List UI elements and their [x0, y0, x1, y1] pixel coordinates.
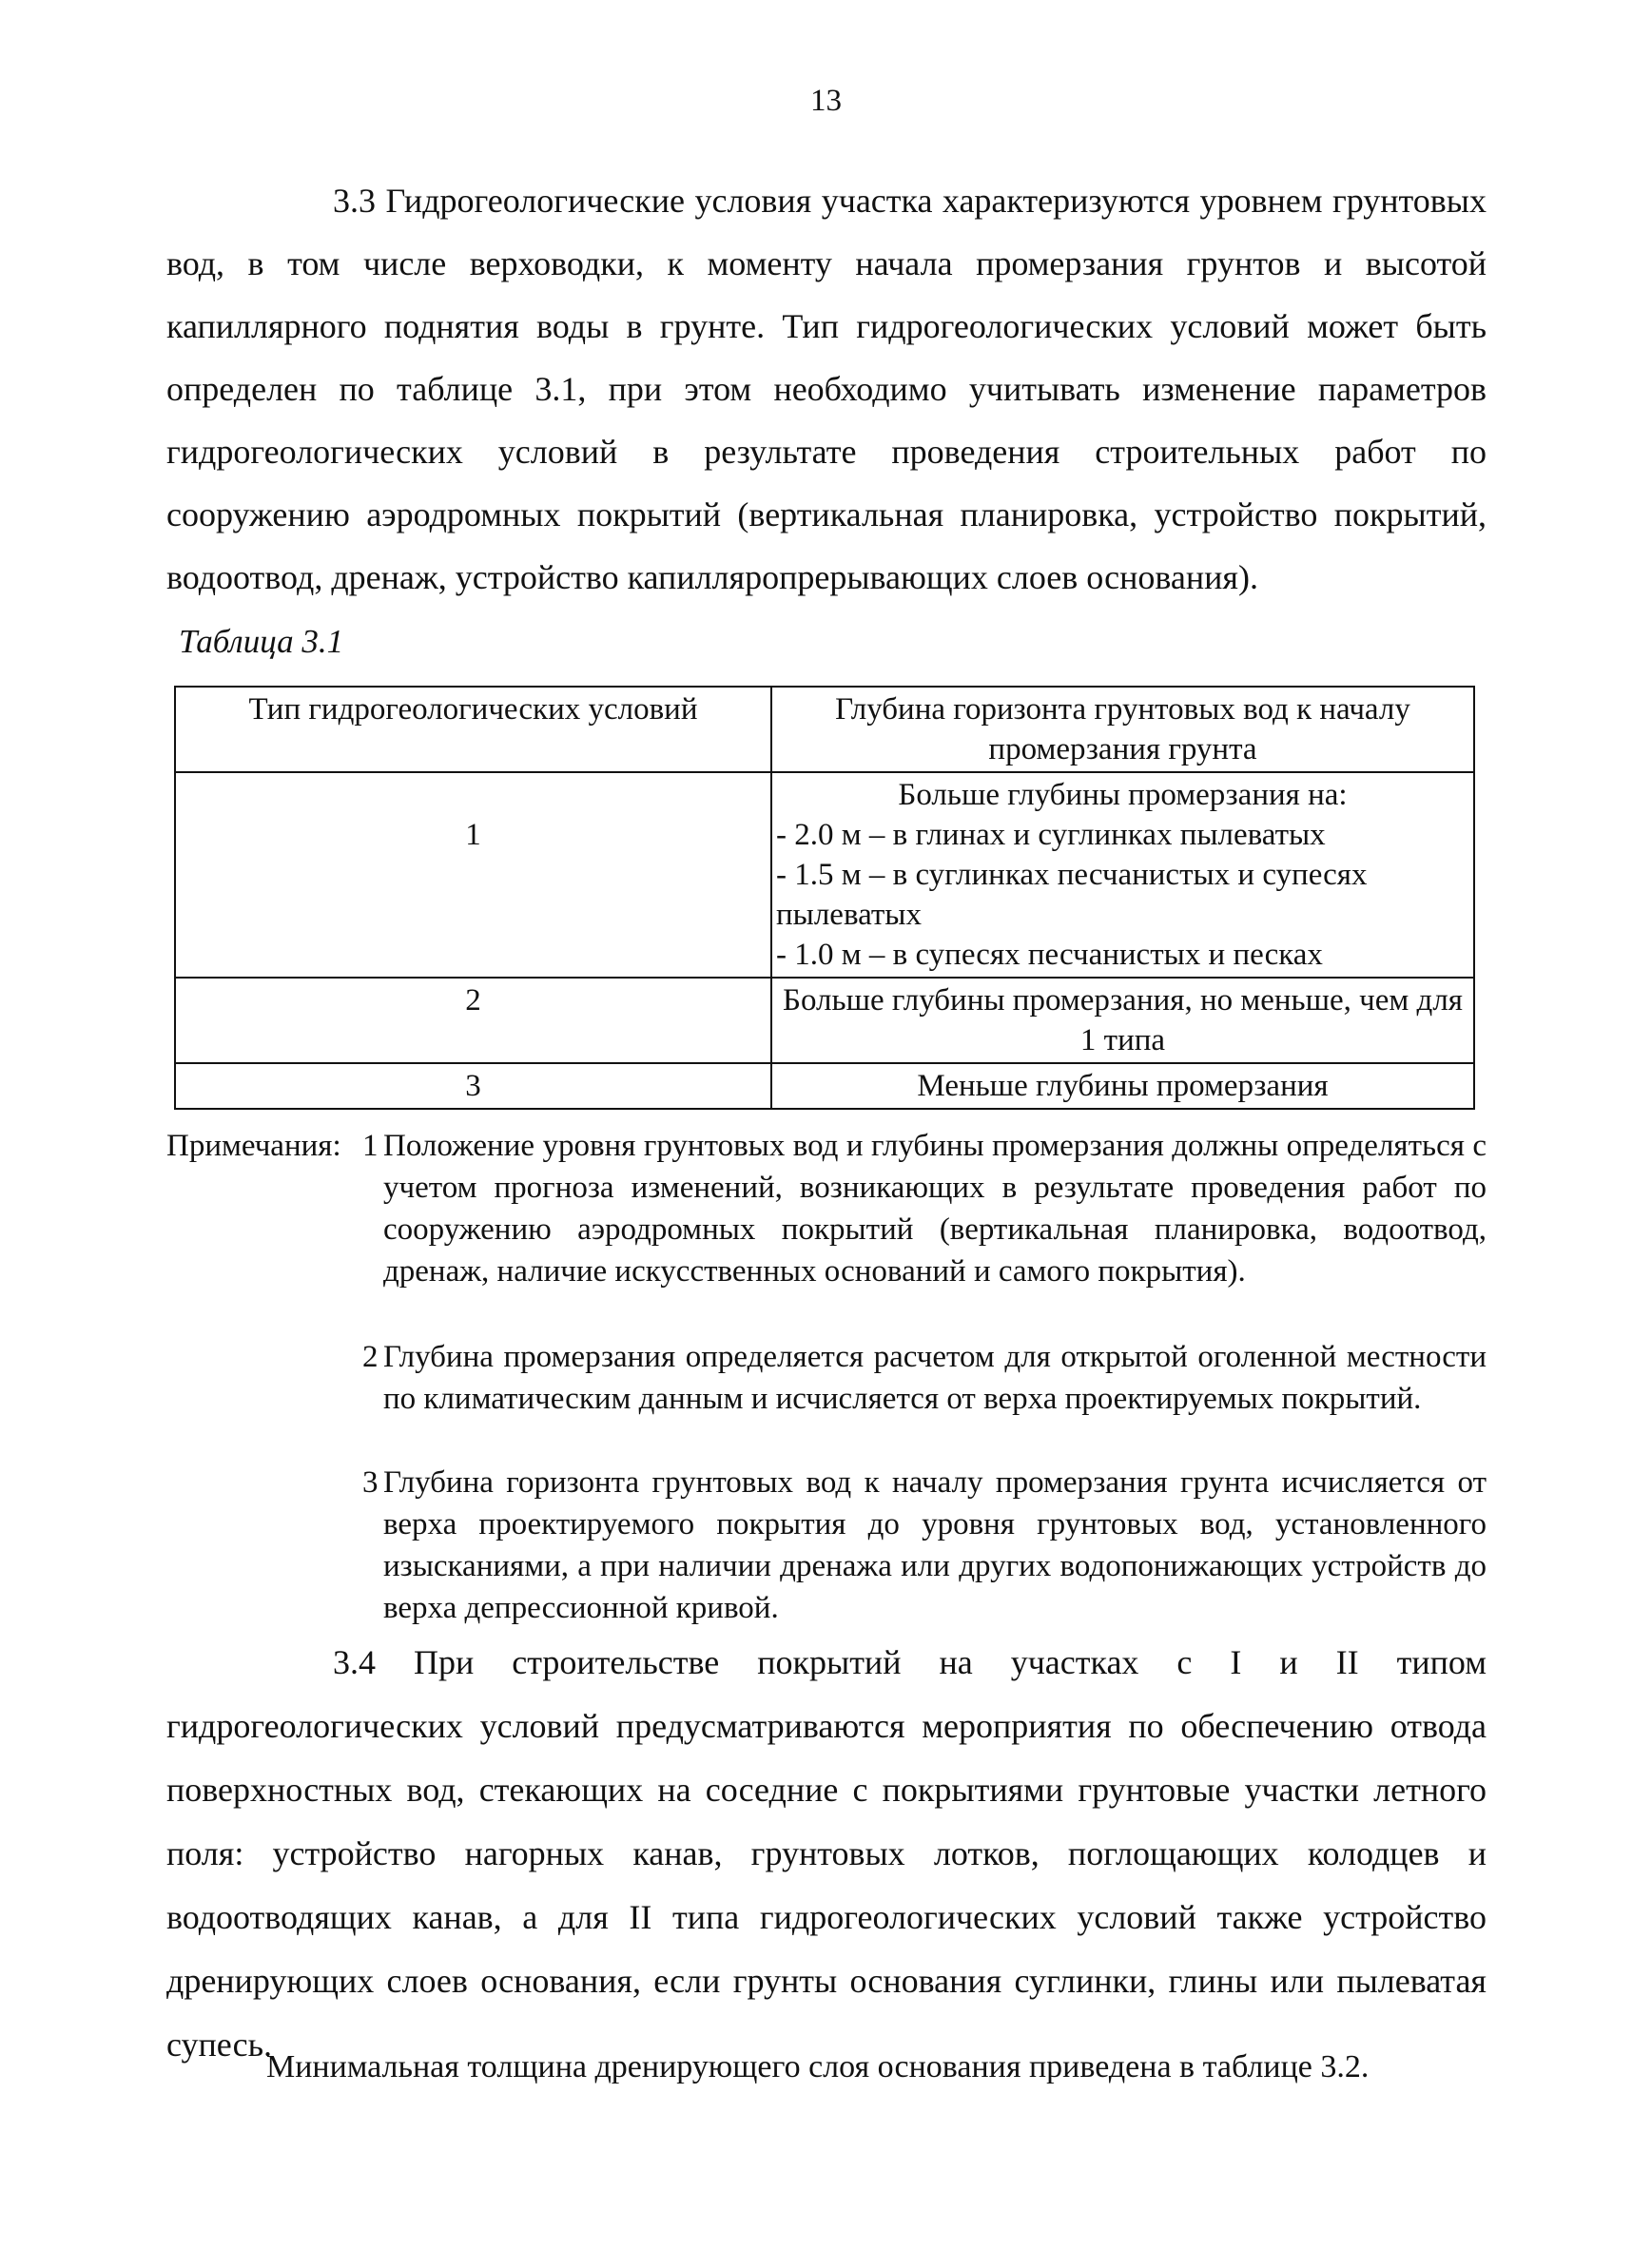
depth-cell: Меньше глубины промерзания: [771, 1063, 1474, 1109]
header-depth: Глубина горизонта грунтовых вод к началу промерзания грунта: [771, 687, 1474, 772]
table-row: [175, 978, 1474, 1063]
list-item: - 1.5 м – в суглинках песчанистых и супесях пылеватых: [776, 858, 1368, 932]
depth-cell: Больше глубины промерзания, но меньше, чем для 1 типа: [771, 978, 1474, 1063]
table-row: [175, 772, 1474, 978]
note-item: [362, 1336, 1487, 1420]
table-row: [175, 1063, 1474, 1109]
table-caption: Таблица 3.1: [179, 623, 344, 660]
type-cell: 2: [175, 978, 771, 1063]
list-item: - 2.0 м – в глинах и суглинках пылеватых: [776, 818, 1326, 852]
header-type: Тип гидрогеологических условий: [175, 687, 771, 772]
note-item: [362, 1462, 1487, 1629]
depth-list: [776, 815, 1469, 975]
paragraph-3-3: 3.3 Гидрогеологические условия участка характеризуются уровнем грунтовых вод, в том числе верховодки, к моменту начала промерзания грунтов и высотой капиллярного поднятия воды в грунте. Тип гидрогеологических условий может быть определен по таблице 3.1, при этом необходимо учитывать изменение параметров гидрогеологических условий в результате проведения строительных работ по сооружению аэродромных покрытий (вертикальная планировка, устройство покрытий, водоотвод, дренаж, устройство капилляропрерывающих слоев основания).: [166, 182, 1487, 596]
table-header-row: [175, 687, 1474, 772]
depth-cell: [771, 772, 1474, 978]
note-number: 2: [362, 1340, 379, 1374]
note-item: [362, 1125, 1487, 1292]
note-text: Глубина горизонта грунтовых вод к началу промерзания грунта исчисляется от верха проектируемого покрытия до уровня грунтовых вод, установленного изысканиями, а при наличии дренажа или других водопонижающих устройств до верха депрессионной кривой.: [383, 1465, 1487, 1625]
note-number: 1: [362, 1129, 379, 1163]
note-text: Положение уровня грунтовых вод и глубины промерзания должны определяться с учетом прогноза изменений, возникающих в результате проведения работ по сооружению аэродромных покрытий (вертикальная планировка, водоотвод, дренаж, наличие искусственных оснований и самого покрытия).: [383, 1129, 1487, 1289]
type-cell: 1: [175, 772, 771, 978]
page-number: 13: [810, 84, 842, 118]
note-text: Глубина промерзания определяется расчетом для открытой оголенной местности по климатическим данным и исчисляется от верха проектируемых покрытий.: [383, 1340, 1487, 1416]
final-line: Минимальная толщина дренирующего слоя основания приведена в таблице 3.2.: [266, 2049, 1370, 2084]
paragraph-3-4: 3.4 При строительстве покрытий на участках с I и II типом гидрогеологических условий предусматриваются мероприятия по обеспечению отвода поверхностных вод, стекающих на соседние с покрытиями грунтовые участки летного поля: устройство нагорных канав, грунтовых лотков, поглощающих колодцев и водоотводящих канав, а для II типа гидрогеологических условий также устройство дренирующих слоев основания, если грунты основания суглинки, глины или пылеватая супесь.: [166, 1643, 1487, 2064]
depth-lead: Больше глубины промерзания на:: [898, 778, 1348, 812]
type-cell: 3: [175, 1063, 771, 1109]
notes-label: Примечания:: [166, 1129, 341, 1163]
list-item: - 1.0 м – в супесях песчанистых и песках: [776, 938, 1323, 972]
note-number: 3: [362, 1465, 379, 1500]
table-3-1: [174, 686, 1475, 1110]
